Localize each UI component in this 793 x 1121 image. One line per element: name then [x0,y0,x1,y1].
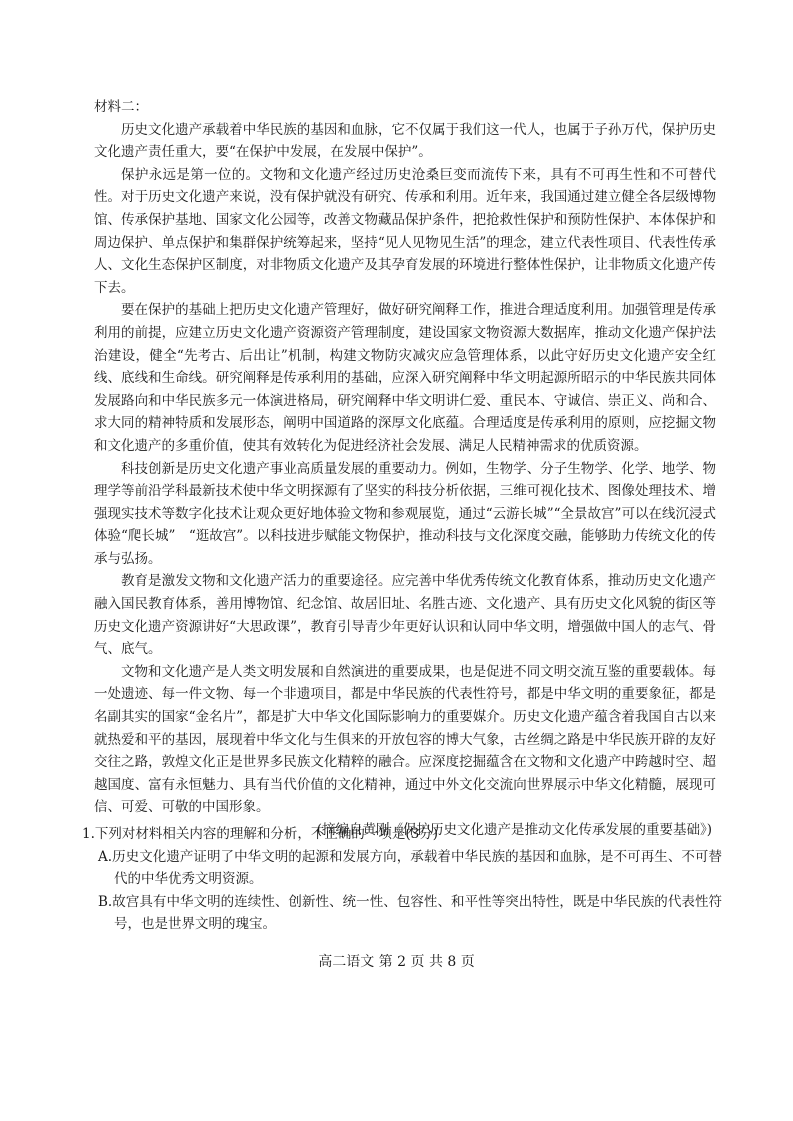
paragraph: 科技创新是历史文化遗产事业高质量发展的重要动力。例如，生物学、分子生物学、化学、地学、物理学等前沿学科最新技术使中华文明探源有了坚实的科技分析依据，三维可视化技术、图像处理技术、增强现实技术等数字化技术让观众更好地体验文物和参观展览，通过“云游长城”“全景故宫”可以在线沉浸式体验“爬长城” “逛故宫”。以科技进步赋能文物保护，推动科技与文化深度交融，能够助力传统文化的传承与弘扬。 [94,460,716,567]
paragraph: 文物和文化遗产是人类文明发展和自然演进的重要成果，也是促进不同文明交流互鉴的重要载体。每一处遗迹、每一件文物、每一个非遗项目，都是中华民族的代表性符号，都是中华文明的重要象征，都是名副其实的国家“金名片”，都是扩大中华文化国际影响力的重要媒介。历史文化遗产蕴含着我国自古以来就热爱和平的基因，展现着中华文化与生俱来的开放包容的博大气象，古丝绸之路是中华民族开辟的友好交往之路，敦煌文化正是世界多民族文化精粹的融合。应深度挖掘蕴含在文物和文化遗产中跨越时空、超越国度、富有永恒魅力、具有当代价值的文化精神，通过中外文化交流向世界展示中华文化精髓，展现可信、可爱、可敬的中国形象。 [94,663,716,816]
question-1 [82,823,722,936]
question-stem: 1.下列对材料相关内容的理解和分析，不正确的一项是(3分) [82,826,439,842]
paragraph: 历史文化遗产承载着中华民族的基因和血脉，它不仅属于我们这一代人，也属于子孙万代，保护历史文化遗产责任重大，要“在保护中发展，在发展中保护”。 [94,121,716,161]
material-label: 材料二： [94,99,148,115]
paragraph: 保护永远是第一位的。文物和文化遗产经过历史沧桑巨变而流传下来，具有不可再生性和不可替代性。对于历史文化遗产来说，没有保护就没有研究、传承和利用。近年来，我国通过建立健全各层级博物馆、传承保护基地、国家文化公园等，改善文物藏品保护条件，把抢救性保护和预防性保护、本体保护和周边保护、单点保护和集群保护统筹起来，坚持“见人见物见生活”的理念，建立代表性项目、代表性传承人、文化生态保护区制度，对非物质文化遗产及其孕育发展的环境进行整体性保护，让非物质文化遗产传下去。 [94,166,716,296]
option-a: A.历史文化遗产证明了中华文明的起源和发展方向，承载着中华民族的基因和血脉，是不可再生、不可替代的中华优秀文明资源。 [98,848,722,888]
page-footer: 高二语文 第 2 页 共 8 页 [318,954,475,970]
paragraph: 要在保护的基础上把历史文化遗产管理好，做好研究阐释工作，推进合理适度利用。加强管理是传承利用的前提，应建立历史文化遗产资源资产管理制度，建设国家文物资源大数据库，推动文化遗产保护法治建设，健全“先考古、后出让”机制，构建文物防灾减灾应急管理体系，以此守好历史文化遗产安全红线、底线和生命线。研究阐释是传承利用的基础，应深入研究阐释中华文明起源所昭示的中华民族共同体发展路向和中华民族多元一体演进格局，研究阐释中华文明讲仁爱、重民本、守诚信、崇正义、尚和合、求大同的精神特质和发展形态，阐明中国道路的深厚文化底蕴。合理适度是传承利用的原则，应挖掘文物和文化遗产的多重价值，使其有效转化为促进经济社会发展、满足人民精神需求的优质资源。 [94,302,716,454]
source-citation: (摘编自黄刚《保护历史文化遗产是推动文化传承发展的重要基础》) [316,822,712,838]
paragraph: 教育是激发文物和文化遗产活力的重要途径。应完善中华优秀传统文化教育体系，推动历史文化遗产融入国民教育体系，善用博物馆、纪念馆、故居旧址、名胜古迹、文化遗产、具有历史文化风貌的街区等历史文化遗产资源讲好“大思政课”，教育引导青少年更好认识和认同中华文明，增强做中国人的志气、骨气、底气。 [94,573,716,658]
option-b: B.故宫具有中华文明的连续性、创新性、统一性、包容性、和平性等突出特性，既是中华民族的代表性符号，也是世界文明的瑰宝。 [98,893,722,933]
material-two-section [94,96,716,842]
